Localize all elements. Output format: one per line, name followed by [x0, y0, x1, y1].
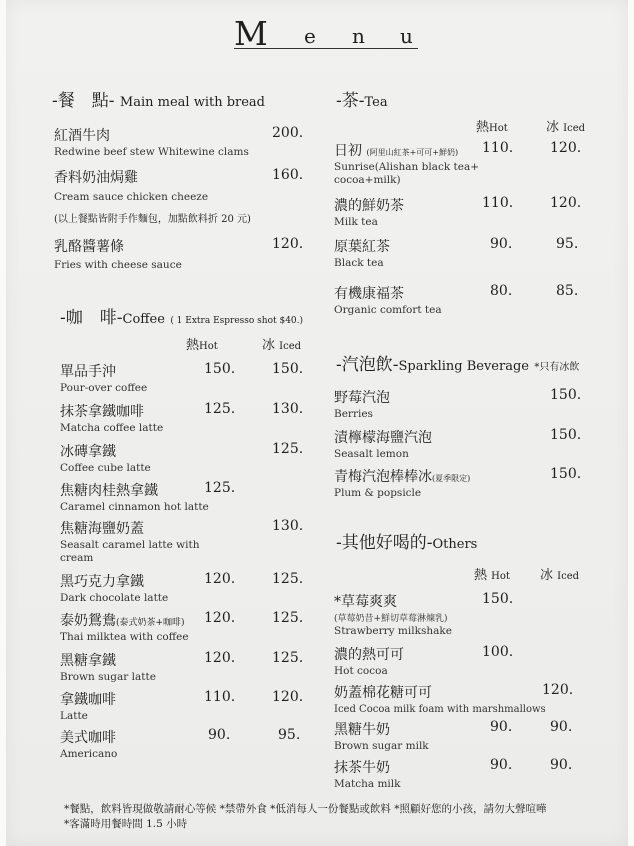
hot-header: 熱Hot	[476, 120, 508, 135]
section-title-sparkling: -汽泡飲-Sparkling Beverage *只有冰飲	[336, 355, 580, 375]
section-title-meal: -餐 點- Main meal with bread	[52, 91, 266, 111]
iced-header: 冰 Iced	[540, 568, 580, 583]
item-price: 150.	[550, 387, 582, 403]
section-title-tea: -茶-Tea	[336, 91, 388, 111]
iced-price: 120.	[550, 140, 582, 156]
iced-price: 130.	[272, 401, 304, 417]
title-letter: u	[400, 24, 413, 48]
hot-price: 90.	[490, 719, 513, 735]
hot-header: 熱Hot	[186, 338, 218, 353]
footer-note: *餐點，飲料皆現做敬請耐心等候 *禁帶外食 *低消每人一份餐點或飲料 *照顧好您的小孩，請勿大聲喧嘩	[64, 803, 547, 815]
hot-price: 120.	[204, 650, 236, 666]
hot-header: 熱 Hot	[474, 568, 510, 583]
iced-price: 90.	[550, 719, 573, 735]
hot-price: 125.	[204, 401, 236, 417]
hot-price: 110.	[482, 195, 514, 211]
iced-price: 90.	[550, 757, 573, 773]
item-price: 120.	[272, 236, 304, 252]
title-letter: e	[304, 24, 316, 48]
iced-header: 冰 Iced	[546, 120, 586, 135]
item-price: 150.	[550, 427, 582, 443]
iced-price: 120.	[550, 195, 582, 211]
hot-price: 120.	[204, 571, 236, 587]
hot-price: 80.	[490, 283, 513, 299]
title-letter: n	[352, 24, 365, 48]
title-letter: M	[234, 14, 268, 53]
iced-price: 120.	[542, 682, 574, 698]
hot-price: 110.	[482, 140, 514, 156]
footer-note: *客滿時用餐時間 1.5 小時	[64, 818, 188, 830]
hot-price: 90.	[208, 727, 231, 743]
iced-price: 125.	[272, 610, 304, 626]
hot-price: 100.	[482, 644, 514, 660]
hot-price: 150.	[482, 591, 514, 607]
iced-price: 95.	[278, 727, 301, 743]
iced-price: 120.	[272, 689, 304, 705]
hot-price: 120.	[204, 610, 236, 626]
hot-price: 110.	[204, 689, 236, 705]
iced-price: 150.	[272, 361, 304, 377]
item-price: 150.	[550, 466, 582, 482]
item-price: 160.	[272, 167, 304, 183]
iced-price: 85.	[556, 283, 579, 299]
section-title-others: -其他好喝的-Others	[336, 533, 478, 553]
iced-header: 冰 Iced	[262, 338, 302, 353]
hot-price: 125.	[204, 480, 236, 496]
iced-price: 125.	[272, 571, 304, 587]
item-price: 200.	[272, 125, 304, 141]
hot-price: 150.	[204, 361, 236, 377]
iced-price: 125.	[272, 441, 304, 457]
iced-price: 125.	[272, 650, 304, 666]
iced-price: 95.	[556, 236, 579, 252]
hot-price: 90.	[490, 236, 513, 252]
hot-price: 90.	[490, 757, 513, 773]
menu-sheet: M e n u -餐 點- Main meal with bread 紅酒牛肉 Redwine beef stew Whitewine clams 200. 香料奶油焗雞 Cream sauce chicken cheeze 160. (以上餐點皆附手作麵包，加點飲料折 20 元) 乳酪醬薯條 Fries with cheese sauce 120. -咖 啡-Coffee ( 1 Extra Espresso shot $40.) 熱Hot 冰 Iced 單品手沖 Pour-over coffee 150. 150. 抹茶拿鐵咖啡 Matcha coffee latte 125. 130. 冰磚拿鐵 Coffee cube latte 125. 焦糖肉桂熱拿鐵 Caramel cinnamon hot latte 125. 焦糖海鹽奶蓋 Seasalt caramel latte with cream 130. 黑巧克力拿鐵 Dark chocolate latte 120. 125. 泰奶鴛鴦(泰式奶茶+咖啡) Thai milktea with coffee 120. 125. 黑糖拿鐵 Brown sugar latte 120. 125. 拿鐵咖啡 Latte 110. 120. 美式咖啡 Americano 90. 95. -茶-Tea 熱Hot 冰 Iced 日初 (阿里山紅茶+可可+鮮奶) Sunrise(Alishan black tea+ cocoa+milk) 110. 120. 濃的鮮奶茶 Milk tea 110. 120. 原葉紅茶 Black tea 90. 95. 有機康福茶 Organic comfort tea 80. 85. -汽泡飲-Sparkling Beverage *只有冰飲 野莓汽泡 Berries 150. 漬檸檬海鹽汽泡 Seasalt lemon 150. 青梅汽泡棒棒冰(夏季限定) Plum & popsicle 150. -其他好喝的-Others 熱 Hot 冰 Iced *草莓爽爽 (草莓奶昔+鮮切草莓淋煉乳) Strawberry milkshake 150. 濃的熱可可 Hot cocoa 100. 奶蓋棉花糖可可 Iced Cocoa milk foam with marshmallows 120. 黑糖牛奶 Brown sugar milk 90. 90. 抹茶牛奶 Matcha milk 90. 90. *餐點，飲料皆現做敬請耐心等候 *禁帶外食 *低消每人一份餐點或飲料 *照顧好您的小孩，請勿大聲喧嘩 *客滿時用餐時間 1.5 小時	[6, 0, 628, 846]
iced-price: 130.	[272, 518, 304, 534]
title-underline	[234, 48, 418, 49]
section-title-coffee: -咖 啡-Coffee ( 1 Extra Espresso shot $40.)	[60, 308, 304, 328]
